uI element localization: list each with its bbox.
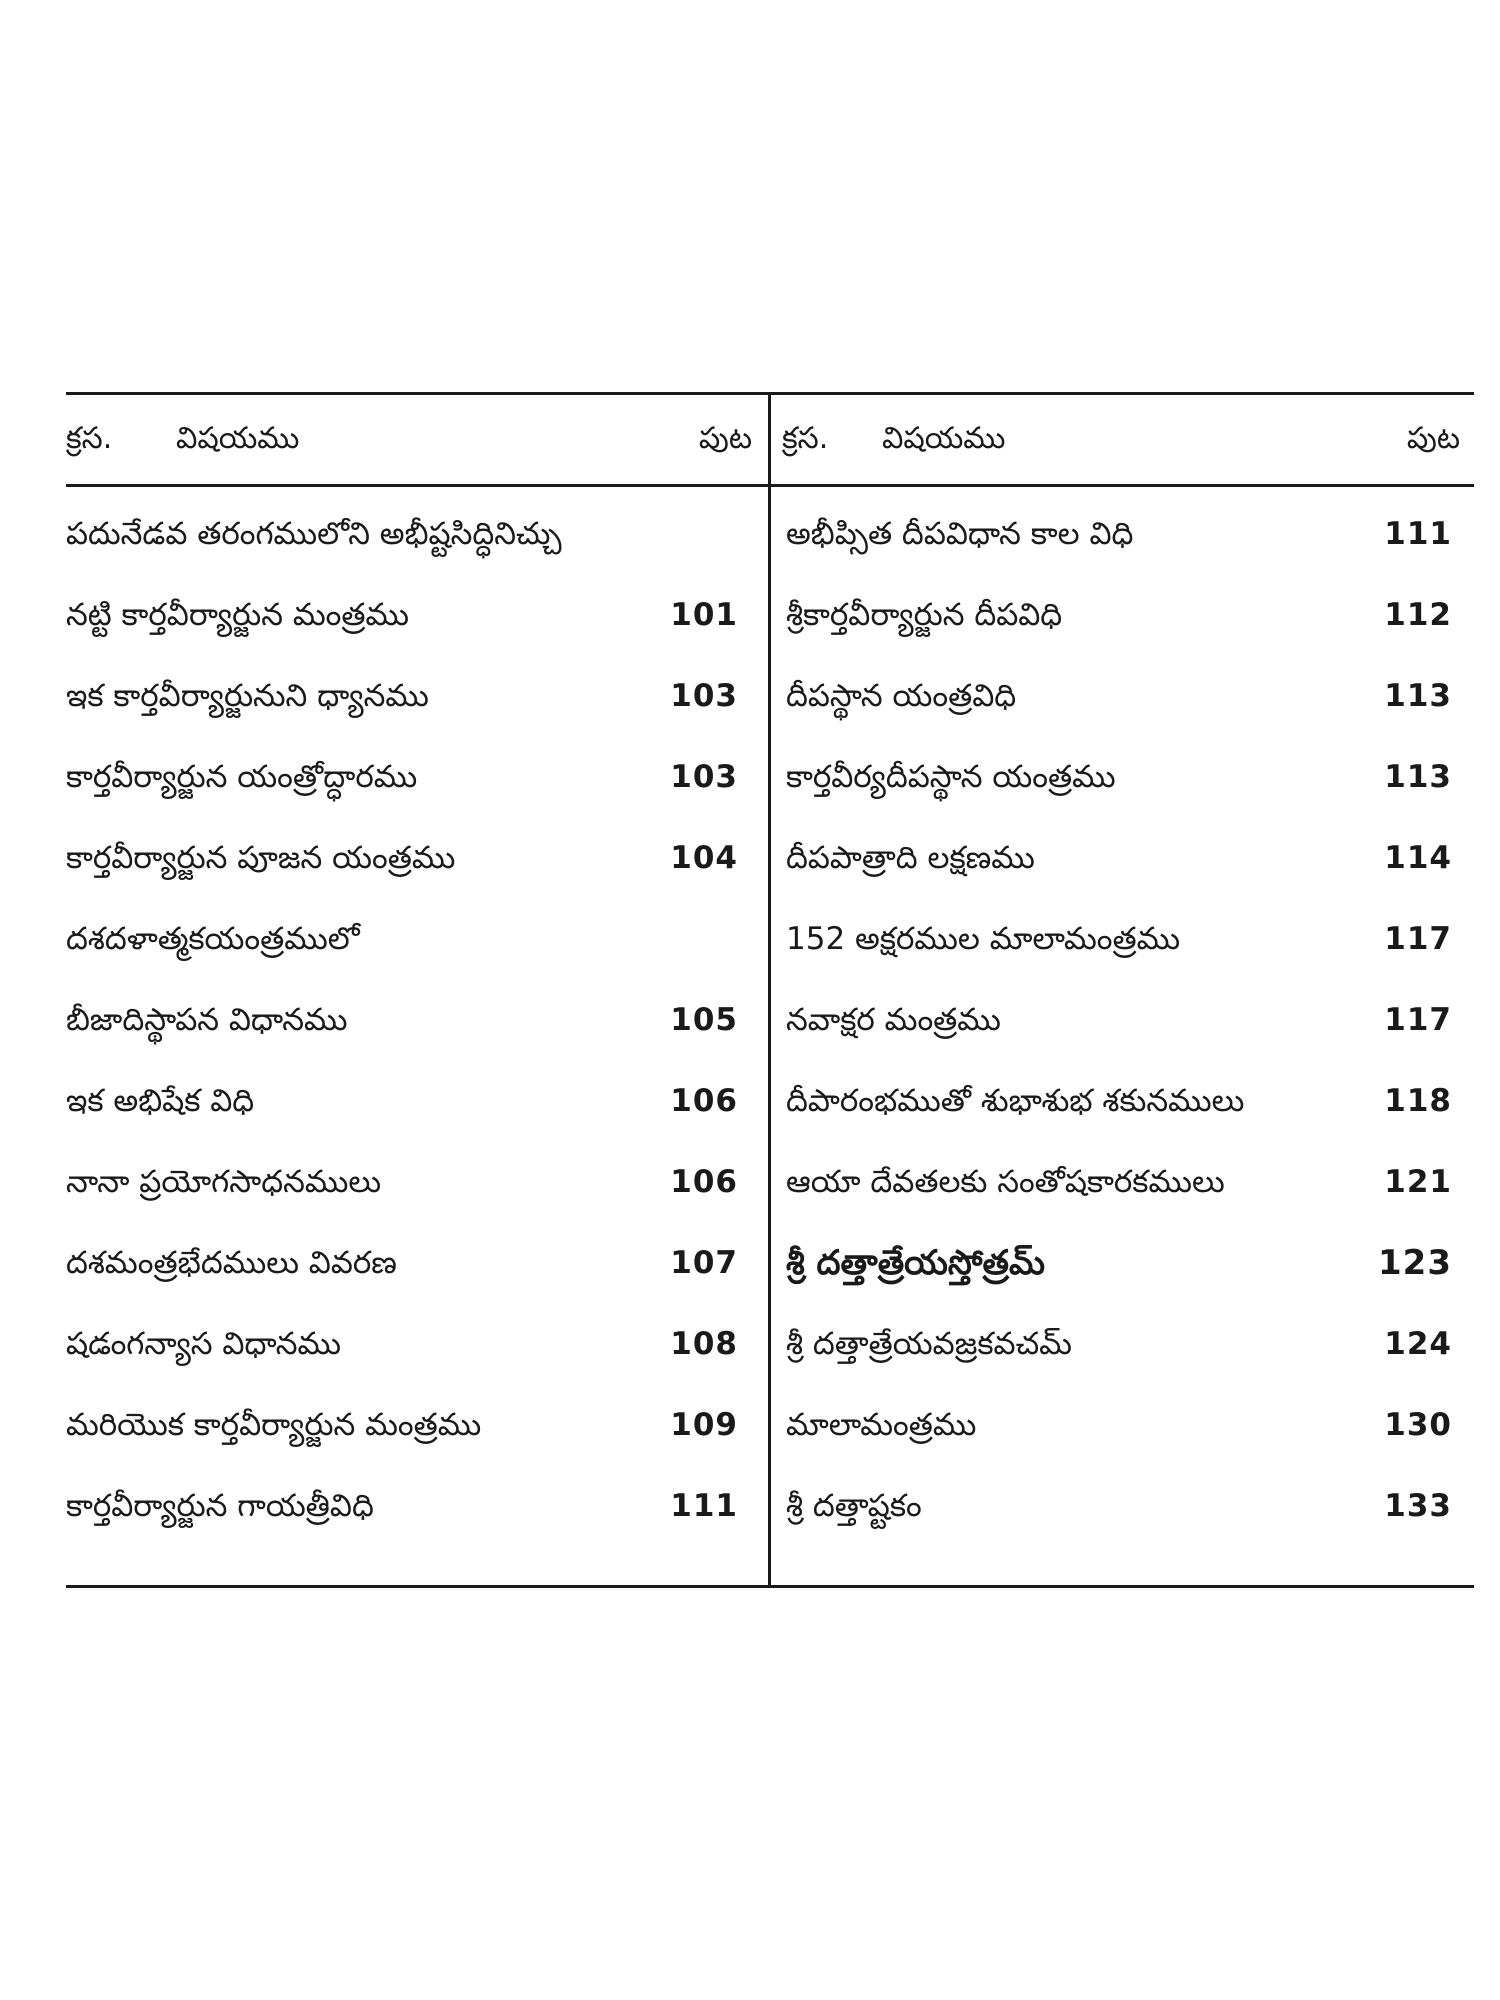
toc-entry bbox=[66, 666, 766, 747]
toc-entry-page: 104 bbox=[670, 840, 738, 876]
toc-entry bbox=[772, 1476, 1474, 1557]
toc-entry-page: 111 bbox=[1384, 516, 1452, 552]
toc-entry-page: 105 bbox=[670, 1002, 738, 1038]
toc-entry-title: కార్తవీర్యదీపస్థాన యంత్రము bbox=[786, 759, 1116, 795]
right-header bbox=[772, 414, 1474, 464]
toc-entry-title: శ్రీ దత్తాత్రేయస్తోత్రమ్ bbox=[786, 1243, 1045, 1283]
toc-entry bbox=[66, 1233, 766, 1314]
toc-entry-page: 103 bbox=[670, 759, 738, 795]
right-column bbox=[772, 392, 1474, 1585]
toc-entry-page: 106 bbox=[670, 1083, 738, 1119]
left-header bbox=[66, 414, 766, 464]
toc-entry bbox=[772, 666, 1474, 747]
toc-entry-title: పదునేడవ తరంగములోని అభీష్టసిద్ధినిచ్చు bbox=[66, 516, 562, 552]
toc-entry bbox=[66, 828, 766, 909]
header-subject-label: విషయము bbox=[882, 421, 1006, 456]
left-entries bbox=[66, 504, 766, 1557]
toc-entry-title: శ్రీకార్తవీర్యార్జున దీపవిధి bbox=[786, 597, 1063, 633]
toc-entry bbox=[66, 747, 766, 828]
toc-entry-title: కార్తవీర్యార్జున పూజన యంత్రము bbox=[66, 840, 456, 876]
toc-entry-page: 106 bbox=[670, 1164, 738, 1200]
toc-entry bbox=[772, 585, 1474, 666]
toc-entry bbox=[772, 504, 1474, 585]
toc-entry bbox=[66, 504, 766, 585]
toc-entry-title: నట్టి కార్తవీర్యార్జున మంత్రము bbox=[66, 597, 409, 633]
toc-entry-title: దీపారంభముతో శుభాశుభ శకునములు bbox=[786, 1083, 1245, 1119]
toc-entry-page: 114 bbox=[1384, 840, 1452, 876]
toc-entry-page: 109 bbox=[670, 1407, 738, 1443]
toc-entry bbox=[772, 828, 1474, 909]
toc-entry-title: మరియొక కార్తవీర్యార్జున మంత్రము bbox=[66, 1407, 482, 1443]
toc-entry-title: ఇక కార్తవీర్యార్జునుని ధ్యానము bbox=[66, 678, 429, 714]
toc-entry-title: 152 అక్షరముల మాలామంత్రము bbox=[786, 921, 1181, 957]
toc-entry bbox=[66, 909, 766, 990]
toc-entry-title: కార్తవీర్యార్జున యంత్రోద్ధారము bbox=[66, 759, 418, 795]
header-number-label: క్రస. bbox=[782, 421, 829, 456]
toc-entry-title: షడంగన్యాస విధానము bbox=[66, 1326, 341, 1362]
toc-entry bbox=[772, 1071, 1474, 1152]
toc-entry-title: శ్రీ దత్తాత్రేయవజ్రకవచమ్ bbox=[786, 1326, 1072, 1362]
toc-entry-page: 111 bbox=[670, 1488, 738, 1524]
toc-entry-page: 117 bbox=[1384, 1002, 1452, 1038]
toc-entry bbox=[66, 585, 766, 666]
toc-entry-title: కార్తవీర్యార్జున గాయత్రీవిధి bbox=[66, 1488, 374, 1524]
toc-entry-page: 121 bbox=[1384, 1164, 1452, 1200]
toc-entry bbox=[772, 1152, 1474, 1233]
toc-entry bbox=[66, 1395, 766, 1476]
toc-entry bbox=[772, 1395, 1474, 1476]
toc-entry-title: దశమంత్రభేదములు వివరణ bbox=[66, 1245, 397, 1281]
toc-entry-title: దీపపాత్రాది లక్షణము bbox=[786, 840, 1035, 876]
toc-entry-page: 113 bbox=[1384, 678, 1452, 714]
right-entries bbox=[772, 504, 1474, 1557]
toc-entry-page: 101 bbox=[670, 597, 738, 633]
left-column bbox=[66, 392, 766, 1585]
toc-entry-title: నానా ప్రయోగసాధనములు bbox=[66, 1164, 382, 1200]
bottom-rule bbox=[66, 1585, 1474, 1588]
column-divider bbox=[768, 392, 771, 1585]
toc-entry bbox=[66, 1152, 766, 1233]
toc-entry-title: ఆయా దేవతలకు సంతోషకారకములు bbox=[786, 1164, 1225, 1200]
header-subject-label: విషయము bbox=[176, 421, 300, 456]
toc-entry bbox=[772, 1314, 1474, 1395]
toc-entry bbox=[66, 1476, 766, 1557]
toc-entry-page: 113 bbox=[1384, 759, 1452, 795]
toc-entry bbox=[772, 990, 1474, 1071]
toc-entry-page: 133 bbox=[1384, 1488, 1452, 1524]
toc-entry-title: అభీప్సిత దీపవిధాన కాల విధి bbox=[786, 516, 1134, 552]
toc-entry-page: 103 bbox=[670, 678, 738, 714]
toc-entry bbox=[772, 1233, 1474, 1314]
toc-entry bbox=[772, 909, 1474, 990]
toc-entry-page: 118 bbox=[1384, 1083, 1452, 1119]
toc-entry-title: మాలామంత్రము bbox=[786, 1407, 977, 1443]
toc-entry bbox=[66, 990, 766, 1071]
toc-entry-page: 112 bbox=[1384, 597, 1452, 633]
toc-entry bbox=[66, 1071, 766, 1152]
toc-entry bbox=[772, 747, 1474, 828]
toc-entry-page: 108 bbox=[670, 1326, 738, 1362]
toc-entry-title: శ్రీ దత్తాష్టకం bbox=[786, 1488, 922, 1524]
toc-entry-title: దశదళాత్మకయంత్రములో bbox=[66, 921, 360, 957]
toc-entry bbox=[66, 1314, 766, 1395]
header-page-label: పుట bbox=[1406, 421, 1460, 456]
toc-entry-title: ఇక అభిషేక విధి bbox=[66, 1083, 255, 1119]
toc-entry-title: నవాక్షర మంత్రము bbox=[786, 1002, 1001, 1038]
header-number-label: క్రస. bbox=[66, 421, 113, 456]
toc-entry-page: 107 bbox=[670, 1245, 738, 1281]
toc-entry-page: 130 bbox=[1384, 1407, 1452, 1443]
toc-entry-page: 117 bbox=[1384, 921, 1452, 957]
toc-entry-page: 124 bbox=[1384, 1326, 1452, 1362]
table-of-contents bbox=[66, 392, 1474, 1592]
header-page-label: పుట bbox=[698, 421, 752, 456]
toc-entry-page: 123 bbox=[1378, 1243, 1452, 1283]
toc-entry-title: బీజాదిస్థాపన విధానము bbox=[66, 1002, 348, 1038]
toc-entry-title: దీపస్థాన యంత్రవిధి bbox=[786, 678, 1017, 714]
